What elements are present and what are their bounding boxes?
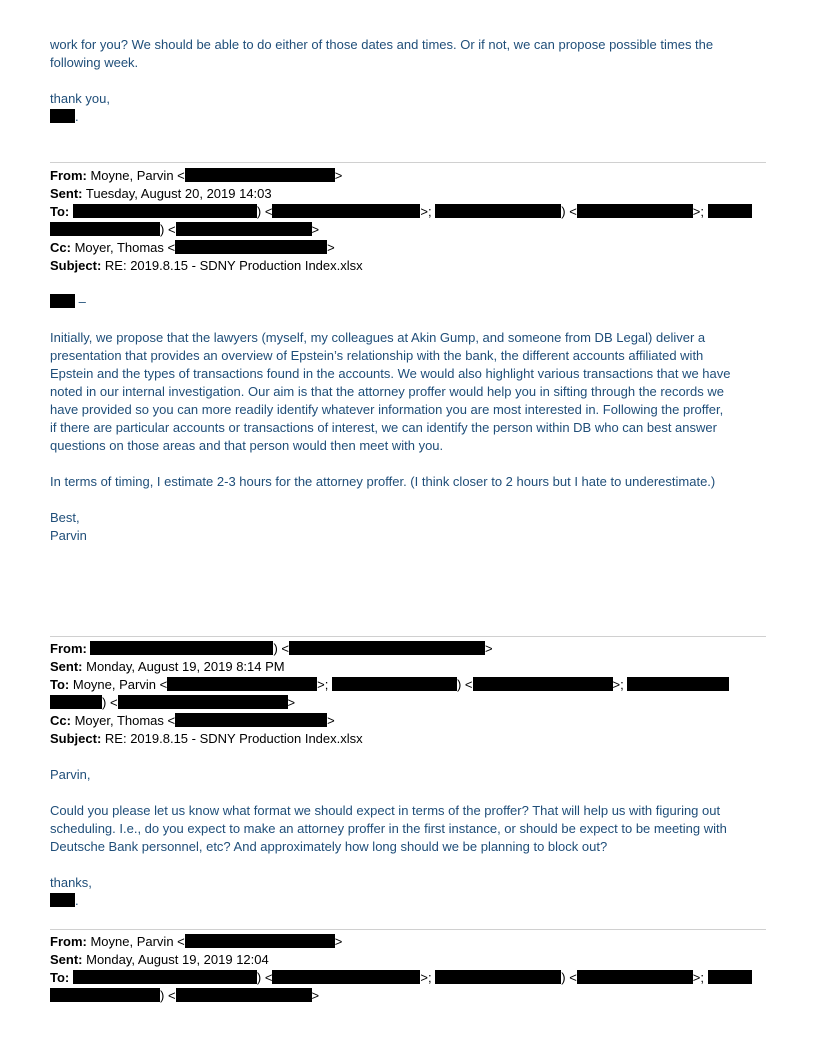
redaction-bar bbox=[577, 204, 693, 218]
redaction-bar bbox=[272, 204, 420, 218]
redaction-bar bbox=[473, 677, 613, 691]
redaction-bar bbox=[50, 109, 75, 123]
to-line: To: Moyne, Parvin < >; ) < >; bbox=[50, 676, 729, 694]
body-text-line: noted in our internal investigation. Our aim is that the attorney proffer would help you in sifting through the records we bbox=[50, 384, 724, 399]
body-text-line: Epstein and the types of transactions found in the accounts. We would also highlight various transactions that we have bbox=[50, 366, 731, 381]
body-text-line: Could you please let us know what format we should expect in terms of the proffer? That will help us with figuring out bbox=[50, 803, 721, 818]
body-text-line: scheduling. I.e., do you expect to make an attorney proffer in the first instance, or should be expect to be meeting with bbox=[50, 821, 727, 836]
subject-line: Subject: RE: 2019.8.15 - SDNY Production Index.xlsx bbox=[50, 731, 363, 746]
body-text-line: following week. bbox=[50, 55, 139, 70]
redaction-bar bbox=[627, 677, 729, 691]
redaction-bar bbox=[176, 988, 312, 1002]
redaction-bar bbox=[118, 695, 288, 709]
signature-line: . bbox=[50, 108, 79, 126]
redaction-bar bbox=[50, 695, 102, 709]
from-line: From: Moyne, Parvin < > bbox=[50, 168, 343, 183]
redaction-bar bbox=[332, 677, 457, 691]
redaction-bar bbox=[708, 970, 752, 984]
closing-text: thank you, bbox=[50, 91, 110, 106]
closing-text: Best, bbox=[50, 510, 80, 525]
sent-line: Sent: Tuesday, August 20, 2019 14:03 bbox=[50, 186, 272, 201]
redaction-bar bbox=[50, 893, 75, 907]
from-line: From: Moyne, Parvin < > bbox=[50, 934, 343, 949]
body-text-line: In terms of timing, I estimate 2-3 hours for the attorney proffer. (I think closer to 2 hours but I hate to underestimate.) bbox=[50, 474, 716, 489]
redaction-bar bbox=[185, 934, 335, 948]
body-text-line: Deutsche Bank personnel, etc? And approximately how long should we be planning to block out? bbox=[50, 839, 608, 854]
to-line-cont: ) < > bbox=[50, 987, 319, 1005]
redaction-bar bbox=[167, 677, 317, 691]
redaction-bar bbox=[175, 240, 327, 254]
sent-line: Sent: Monday, August 19, 2019 12:04 bbox=[50, 952, 269, 967]
divider bbox=[50, 929, 766, 930]
redaction-bar bbox=[185, 168, 335, 182]
redaction-bar bbox=[176, 222, 312, 236]
greeting-line: Parvin, bbox=[50, 767, 91, 782]
divider bbox=[50, 636, 766, 637]
closing-text: thanks, bbox=[50, 875, 92, 890]
redaction-bar bbox=[708, 204, 752, 218]
sent-line: Sent: Monday, August 19, 2019 8:14 PM bbox=[50, 659, 285, 674]
redaction-bar bbox=[577, 970, 693, 984]
redaction-bar bbox=[50, 988, 160, 1002]
redaction-bar bbox=[175, 713, 327, 727]
redaction-bar bbox=[272, 970, 420, 984]
body-text-line: if there are particular accounts or transactions of interest, we can identify the person within DB who can best answer bbox=[50, 420, 717, 435]
redaction-bar bbox=[289, 641, 485, 655]
body-text-line: work for you? We should be able to do either of those dates and times. Or if not, we can propose possible times the bbox=[50, 37, 714, 52]
redaction-bar bbox=[435, 204, 561, 218]
to-line-cont: ) < > bbox=[50, 221, 319, 239]
redaction-bar bbox=[435, 970, 561, 984]
cc-line: Cc: Moyer, Thomas < > bbox=[50, 240, 335, 255]
cc-line: Cc: Moyer, Thomas < > bbox=[50, 713, 335, 728]
signature-name: Parvin bbox=[50, 528, 87, 543]
body-text-line: Initially, we propose that the lawyers (myself, my colleagues at Akin Gump, and someone from DB Legal) deliver a bbox=[50, 330, 706, 345]
signature-line: . bbox=[50, 892, 79, 910]
body-text-line: presentation that provides an overview of Epstein’s relationship with the bank, the different accounts affiliated with bbox=[50, 348, 704, 363]
body-text-line: questions on those areas and that person would then meet with you. bbox=[50, 438, 444, 453]
to-line: To: ) < >; ) < >; bbox=[50, 203, 752, 221]
body-text-line: have provided so you can more readily identify whatever information you are most interested in. Following the proffer, bbox=[50, 402, 724, 417]
redaction-bar bbox=[73, 204, 257, 218]
subject-line: Subject: RE: 2019.8.15 - SDNY Production Index.xlsx bbox=[50, 258, 363, 273]
to-line: To: ) < >; ) < >; bbox=[50, 969, 752, 987]
from-line: From: ) < > bbox=[50, 641, 493, 656]
redaction-bar bbox=[50, 222, 160, 236]
divider bbox=[50, 162, 766, 163]
to-line-cont: ) < > bbox=[50, 694, 295, 712]
greeting-line: – bbox=[50, 293, 86, 311]
redaction-bar bbox=[50, 294, 75, 308]
redaction-bar bbox=[73, 970, 257, 984]
redaction-bar bbox=[90, 641, 273, 655]
